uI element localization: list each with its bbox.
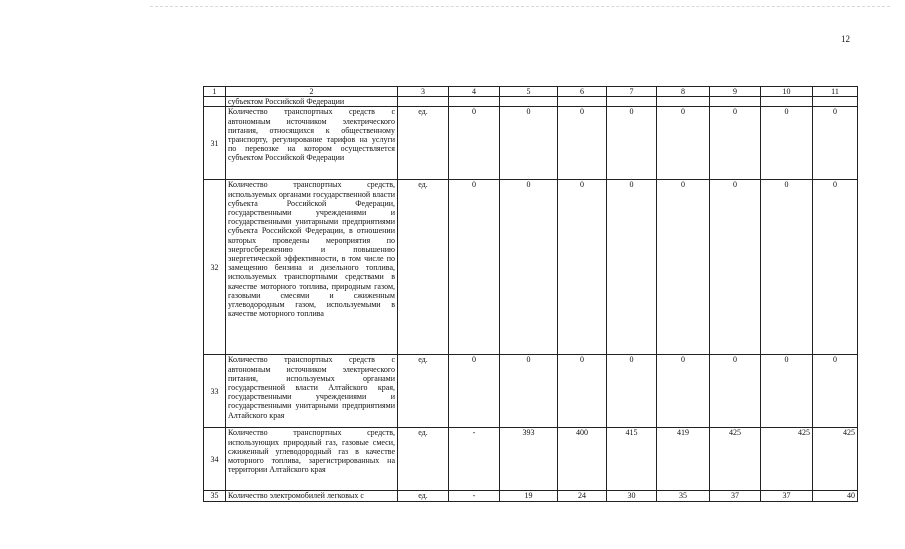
table-row — [204, 180, 858, 355]
row-number: 32 — [204, 180, 226, 355]
row-value: 0 — [449, 107, 500, 180]
page-number: 12 — [841, 34, 850, 44]
row-value: 0 — [449, 180, 500, 355]
row-value: 0 — [657, 355, 710, 428]
row-value: 0 — [710, 355, 761, 428]
row-value: 425 — [761, 428, 813, 491]
row-value: 425 — [813, 428, 858, 491]
table-header-row — [204, 87, 858, 97]
row-value: 37 — [710, 491, 761, 501]
row-value: 0 — [558, 107, 607, 180]
row-unit: ед. — [398, 428, 449, 491]
row-value: - — [449, 428, 500, 491]
row-unit: ед. — [398, 355, 449, 428]
row-value: 35 — [657, 491, 710, 501]
row-value: 0 — [500, 355, 558, 428]
table-row — [204, 428, 858, 491]
indicators-table — [203, 86, 858, 502]
row-value: 0 — [449, 355, 500, 428]
row-value: 0 — [500, 180, 558, 355]
row-value: 425 — [710, 428, 761, 491]
column-header: 9 — [710, 87, 761, 97]
row-number: 35 — [204, 491, 226, 501]
row-value: 0 — [607, 107, 657, 180]
row-number: 33 — [204, 355, 226, 428]
row-value: 0 — [607, 355, 657, 428]
row-value: 0 — [813, 180, 858, 355]
table-row — [204, 97, 858, 107]
column-header: 10 — [761, 87, 813, 97]
row-description: субъектом Российской Федерации — [226, 97, 398, 107]
table-row — [204, 355, 858, 428]
row-unit: ед. — [398, 491, 449, 501]
column-header: 11 — [813, 87, 858, 97]
row-value: 0 — [813, 107, 858, 180]
row-description: Количество транспортных средств, использующих природный газ, газовые смеси, сжиженный углеводородный газ в качестве моторного топлива, зарегистрированных на территории Алтайского края — [226, 428, 398, 491]
row-value: 19 — [500, 491, 558, 501]
row-value: 400 — [558, 428, 607, 491]
row-description: Количество транспортных средств с автономным источником электрического питания, относящихся к общественному транспорту, регулирование тарифов на услуги по перевозке на котором осуществляется субъектом Российской Федерации — [226, 107, 398, 180]
row-unit: ед. — [398, 180, 449, 355]
row-number: 34 — [204, 428, 226, 491]
row-description: Количество электромобилей легковых с — [226, 491, 398, 501]
row-value: 24 — [558, 491, 607, 501]
row-value: 0 — [710, 107, 761, 180]
row-value: - — [449, 491, 500, 501]
table-row — [204, 491, 858, 501]
column-header: 6 — [558, 87, 607, 97]
row-value: 393 — [500, 428, 558, 491]
row-number: 31 — [204, 107, 226, 180]
row-value: 0 — [657, 107, 710, 180]
row-value: 0 — [761, 355, 813, 428]
column-header: 1 — [204, 87, 226, 97]
scan-artifact — [150, 6, 890, 7]
column-header: 7 — [607, 87, 657, 97]
row-value: 0 — [607, 180, 657, 355]
row-value: 40 — [813, 491, 858, 501]
column-header: 8 — [657, 87, 710, 97]
row-value: 37 — [761, 491, 813, 501]
row-value: 0 — [558, 180, 607, 355]
row-value: 419 — [657, 428, 710, 491]
row-unit: ед. — [398, 107, 449, 180]
column-header: 2 — [226, 87, 398, 97]
row-description: Количество транспортных средств с автономным источником электрического питания, используемых органами государственной власти Алтайского края, государственными учреждениями и государственными унитарными предприятиями Алтайского края — [226, 355, 398, 428]
row-value: 0 — [761, 180, 813, 355]
row-description: Количество транспортных средств, используемых органами государственной власти субъекта Российской Федерации, государственными учреждениями и государственными унитарными предприятиями субъекта Российской Федерации, в отношении которых проведены мероприятия по энергосбережению и повышению энергетической эффективности, в том числе по замещению бензина и дизельного топлива, используемых транспортными средствами в качестве моторного топлива, природным газом, газовыми смесями и сжиженным углеводородным газом, используемыми в качестве моторного топлива — [226, 180, 398, 355]
row-value: 0 — [761, 107, 813, 180]
row-value: 0 — [558, 355, 607, 428]
row-value: 0 — [657, 180, 710, 355]
row-value: 415 — [607, 428, 657, 491]
row-value: 30 — [607, 491, 657, 501]
row-value: 0 — [500, 107, 558, 180]
row-value: 0 — [710, 180, 761, 355]
table-row — [204, 107, 858, 180]
row-value: 0 — [813, 355, 858, 428]
column-header: 5 — [500, 87, 558, 97]
column-header: 4 — [449, 87, 500, 97]
column-header: 3 — [398, 87, 449, 97]
